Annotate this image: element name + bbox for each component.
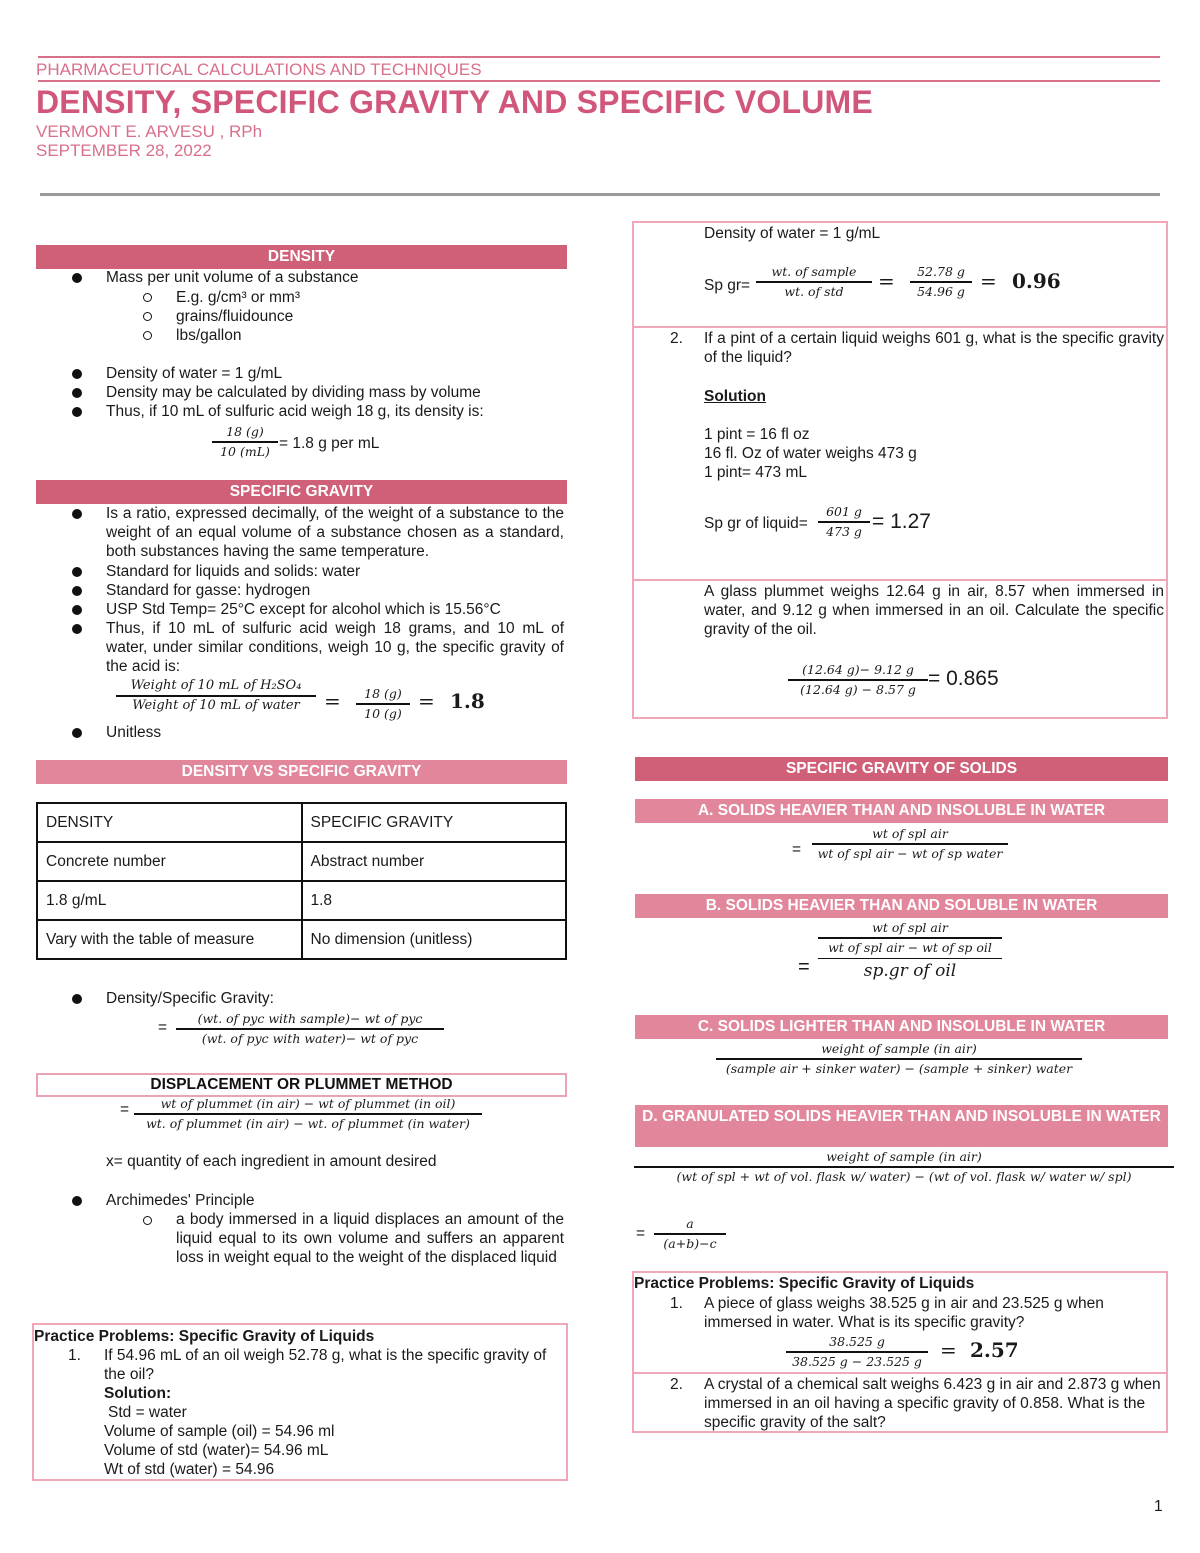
sub-bullet <box>143 312 152 321</box>
equals-sign: = <box>792 841 802 858</box>
fraction-denominator: 54.96 g <box>917 283 965 299</box>
solution-label: Solution: <box>104 1385 172 1402</box>
glass-sg-fraction <box>786 1334 928 1370</box>
equals-sign: = <box>324 689 341 713</box>
practice-right-q2: A crystal of a chemical salt weighs 6.423 g in air and 2.873 g when immersed in an oil having a specific gravity of 0.858. What is the specific gravity of the salt? <box>704 1376 1161 1432</box>
density-heading: DENSITY <box>36 245 567 269</box>
fraction-denominator: 473 g <box>826 523 862 539</box>
fraction-numerator: 38.525 g <box>829 1334 885 1349</box>
sg-usp-temp: USP Std Temp= 25°C except for alcohol which is 15.56°C <box>106 601 501 618</box>
water-density-note: Density of water = 1 g/mL <box>704 225 881 242</box>
density-calc: Density may be calculated by dividing mass by volume <box>106 384 481 401</box>
sp-gr-liquid-fraction <box>818 504 870 540</box>
fraction-numerator: 18 (g) <box>364 686 402 701</box>
equals-sign: = <box>158 1019 168 1036</box>
bullet <box>72 273 82 283</box>
solution-line: Volume of std (water)= 54.96 mL <box>104 1442 329 1459</box>
practice-q2: If a pint of a certain liquid weighs 601 g, what is the specific gravity of the liquid? <box>704 330 1164 367</box>
practice-left-heading: Practice Problems: Specific Gravity of Liquids <box>34 1328 375 1345</box>
pycnometer-fraction <box>176 1011 444 1047</box>
sg-standard-gas: Standard for gasse: hydrogen <box>106 582 311 599</box>
bullet <box>72 994 82 1004</box>
author: VERMONT E. ARVESU , RPh <box>36 122 263 141</box>
bullet <box>72 407 82 417</box>
table-cell: DENSITY <box>37 803 302 842</box>
fraction-numerator: a <box>686 1216 694 1231</box>
fraction-denominator: wt of spl air − wt of sp oil <box>828 939 992 955</box>
fraction-numerator: weight of sample (in air) <box>826 1149 982 1164</box>
table-row <box>37 920 566 959</box>
sp-gr-liquid-result: = 1.27 <box>872 510 931 533</box>
plummet-heading: DISPLACEMENT OR PLUMMET METHOD <box>36 1073 567 1097</box>
box-divider <box>632 326 1168 328</box>
header-rule-top <box>38 56 1160 58</box>
table-cell: 1.8 g/mL <box>37 881 302 920</box>
sg-example: Thus, if 10 mL of sulfuric acid weigh 18 grams, and 10 mL of water, under similar conditions, weigh 10 g, the specific gravity of the acid is: <box>106 620 564 676</box>
solids-heading: SPECIFIC GRAVITY OF SOLIDS <box>635 757 1168 781</box>
fraction-numerator: 52.78 g <box>917 264 965 279</box>
fraction-numerator: 601 g <box>826 504 862 519</box>
fraction-denominator: (sample air + sinker water) − (sample + sinker) water <box>725 1060 1073 1076</box>
sg-standard-liquids: Standard for liquids and solids: water <box>106 563 361 580</box>
page-title: DENSITY, SPECIFIC GRAVITY AND SPECIFIC VOLUME <box>36 84 873 120</box>
bullet <box>72 728 82 738</box>
bullet <box>72 1196 82 1206</box>
table-row <box>37 803 566 842</box>
fraction-denominator: Weight of 10 mL of water <box>132 697 300 713</box>
solution-line: 1 pint= 473 mL <box>704 464 807 481</box>
bullet <box>72 369 82 379</box>
fraction-numerator: weight of sample (in air) <box>821 1041 977 1056</box>
fraction-numerator: 18 (g) <box>226 424 264 439</box>
header-rule-mid <box>38 80 1160 82</box>
list-number: 1. <box>68 1347 81 1364</box>
fraction-numerator: Weight of 10 mL of H₂SO₄ <box>130 678 302 693</box>
sub-bullet <box>143 331 152 340</box>
fraction-denominator: (a+b)−c <box>663 1235 717 1251</box>
fraction-denominator: (12.64 g) − 8.57 g <box>800 681 916 697</box>
solids-d-fraction <box>634 1149 1174 1185</box>
solids-c-fraction <box>716 1041 1082 1077</box>
solids-d-heading: D. GRANULATED SOLIDS HEAVIER THAN AND INSOLUBLE IN WATER <box>635 1105 1168 1147</box>
practice-right-heading: Practice Problems: Specific Gravity of Liquids <box>634 1275 975 1292</box>
table-cell: 1.8 <box>302 881 567 920</box>
table-row <box>37 881 566 920</box>
solids-c-heading: C. SOLIDS LIGHTER THAN AND INSOLUBLE IN WATER <box>635 1015 1168 1039</box>
sp-gr-fraction-1 <box>756 264 872 300</box>
bullet <box>72 624 82 634</box>
fraction-denominator: (wt. of pyc with water)− wt of pyc <box>201 1030 419 1046</box>
solution-line: Volume of sample (oil) = 54.96 ml <box>104 1423 335 1440</box>
table-row <box>37 842 566 881</box>
solution-line: Wt of std (water) = 54.96 <box>104 1461 275 1478</box>
equals-sign: = <box>798 956 810 978</box>
sub-bullet <box>143 1216 152 1225</box>
solution-line: 1 pint = 16 fl oz <box>704 426 810 443</box>
solids-e-fraction <box>654 1216 726 1252</box>
equals-sign: = <box>940 1338 957 1362</box>
fraction-denominator-oil: sp.gr of oil <box>863 961 957 981</box>
sp-gr-result: 0.96 <box>1012 269 1061 293</box>
course-title: PHARMACEUTICAL CALCULATIONS AND TECHNIQUES <box>36 60 482 79</box>
table-cell: Vary with the table of measure <box>37 920 302 959</box>
x-note: x= quantity of each ingredient in amount desired <box>106 1153 437 1170</box>
sp-gr-label: Sp gr= <box>704 277 751 294</box>
fraction-denominator: 10 (g) <box>364 705 402 721</box>
box-divider <box>632 579 1168 581</box>
density-fraction <box>212 424 278 460</box>
table-cell: Abstract number <box>302 842 567 881</box>
table-cell: No dimension (unitless) <box>302 920 567 959</box>
equals-sign: = <box>878 269 895 293</box>
sg-unitless: Unitless <box>106 724 162 741</box>
sp-gr-liquid-label: Sp gr of liquid= <box>704 515 808 532</box>
fraction-numerator: (12.64 g)− 9.12 g <box>802 662 914 677</box>
solids-a-heading: A. SOLIDS HEAVIER THAN AND INSOLUBLE IN WATER <box>635 799 1168 823</box>
fraction-numerator: wt of spl air <box>872 826 948 841</box>
sg-fraction-1 <box>116 678 316 714</box>
equals-sign: = <box>120 1101 130 1118</box>
fraction-denominator: (wt of spl + wt of vol. flask w/ water) − (wt of vol. flask w/ water w/ spl) <box>676 1168 1132 1184</box>
plummet-oil-result: = 0.865 <box>928 667 999 690</box>
fraction-numerator: (wt. of pyc with sample)− wt of pyc <box>197 1011 423 1026</box>
density-definition: Mass per unit volume of a substance <box>106 269 359 286</box>
solids-a-fraction <box>812 826 1008 862</box>
fraction-denominator: wt. of std <box>784 283 844 299</box>
list-number: 1. <box>670 1295 683 1312</box>
practice-q3: A glass plummet weighs 12.64 g in air, 8.57 when immersed in water, and 9.12 g when immersed in an oil. Calculate the specific gravity of the oil. <box>704 583 1164 639</box>
equals-sign: = <box>418 689 435 713</box>
equals-sign: = <box>980 269 997 293</box>
box-divider <box>632 1372 1168 1374</box>
table-cell: SPECIFIC GRAVITY <box>302 803 567 842</box>
density-vs-sg-heading: DENSITY VS SPECIFIC GRAVITY <box>36 760 567 784</box>
density-unit-3: lbs/gallon <box>176 327 242 344</box>
comparison-table <box>36 802 567 960</box>
solids-b-heading: B. SOLIDS HEAVIER THAN AND SOLUBLE IN WATER <box>635 894 1168 918</box>
bullet <box>72 605 82 615</box>
header-divider <box>40 193 1160 196</box>
bullet <box>72 586 82 596</box>
archimedes-title: Archimedes' Principle <box>106 1192 255 1209</box>
date: SEPTEMBER 28, 2022 <box>36 141 212 160</box>
plummet-oil-fraction <box>788 662 928 698</box>
glass-sg-result: 2.57 <box>970 1338 1019 1362</box>
fraction-denominator: 38.525 g − 23.525 g <box>792 1353 922 1369</box>
list-number: 2. <box>670 330 683 347</box>
sub-bullet <box>143 293 152 302</box>
equals-sign: = <box>636 1225 646 1242</box>
practice-right-q1: A piece of glass weighs 38.525 g in air and 23.525 g when immersed in water. What is its specific gravity? <box>704 1295 1104 1332</box>
sp-gr-fraction-2 <box>910 264 972 300</box>
archimedes-definition: a body immersed in a liquid displaces an amount of the liquid equal to its own volume and suffers an apparent loss in weight equal to the weight of the displaced liquid <box>176 1211 564 1267</box>
page-number: 1 <box>1154 1498 1163 1515</box>
sg-definition: Is a ratio, expressed decimally, of the weight of a substance to the weight of an equal volume of a substance chosen as a standard, both substances having the same temperature. <box>106 505 564 561</box>
density-water: Density of water = 1 g/mL <box>106 365 283 382</box>
pycnometer-label: Density/Specific Gravity: <box>106 990 274 1007</box>
fraction-numerator: wt of spl air <box>872 920 948 935</box>
solution-line: 16 fl. Oz of water weighs 473 g <box>704 445 917 462</box>
bullet <box>72 388 82 398</box>
table-cell: Concrete number <box>37 842 302 881</box>
solution-line: Std = water <box>108 1404 187 1421</box>
bullet <box>72 567 82 577</box>
density-result: = 1.8 g per mL <box>279 435 380 452</box>
fraction-denominator: wt of spl air − wt of sp water <box>817 845 1003 861</box>
fraction-denominator: wt. of plummet (in air) − wt. of plummet (in water) <box>146 1115 470 1131</box>
density-unit-1: E.g. g/cm³ or mm³ <box>176 289 301 306</box>
fraction-numerator: wt. of sample <box>771 264 857 279</box>
solution-label: Solution <box>704 388 766 405</box>
bullet <box>72 509 82 519</box>
solids-b-fraction <box>818 920 1002 982</box>
sg-result: 1.8 <box>450 689 485 713</box>
density-example: Thus, if 10 mL of sulfuric acid weigh 18 g, its density is: <box>106 403 484 420</box>
practice-left-q1: If 54.96 mL of an oil weigh 52.78 g, what is the specific gravity of the oil? <box>104 1347 547 1384</box>
specific-gravity-heading: SPECIFIC GRAVITY <box>36 480 567 504</box>
list-number: 2. <box>670 1376 683 1393</box>
fraction-denominator: 10 (mL) <box>220 443 270 459</box>
density-unit-2: grains/fluidounce <box>176 308 294 325</box>
sg-fraction-2 <box>356 686 410 722</box>
plummet-fraction <box>134 1096 482 1132</box>
fraction-numerator: wt of plummet (in air) − wt of plummet (in oil) <box>160 1096 456 1111</box>
